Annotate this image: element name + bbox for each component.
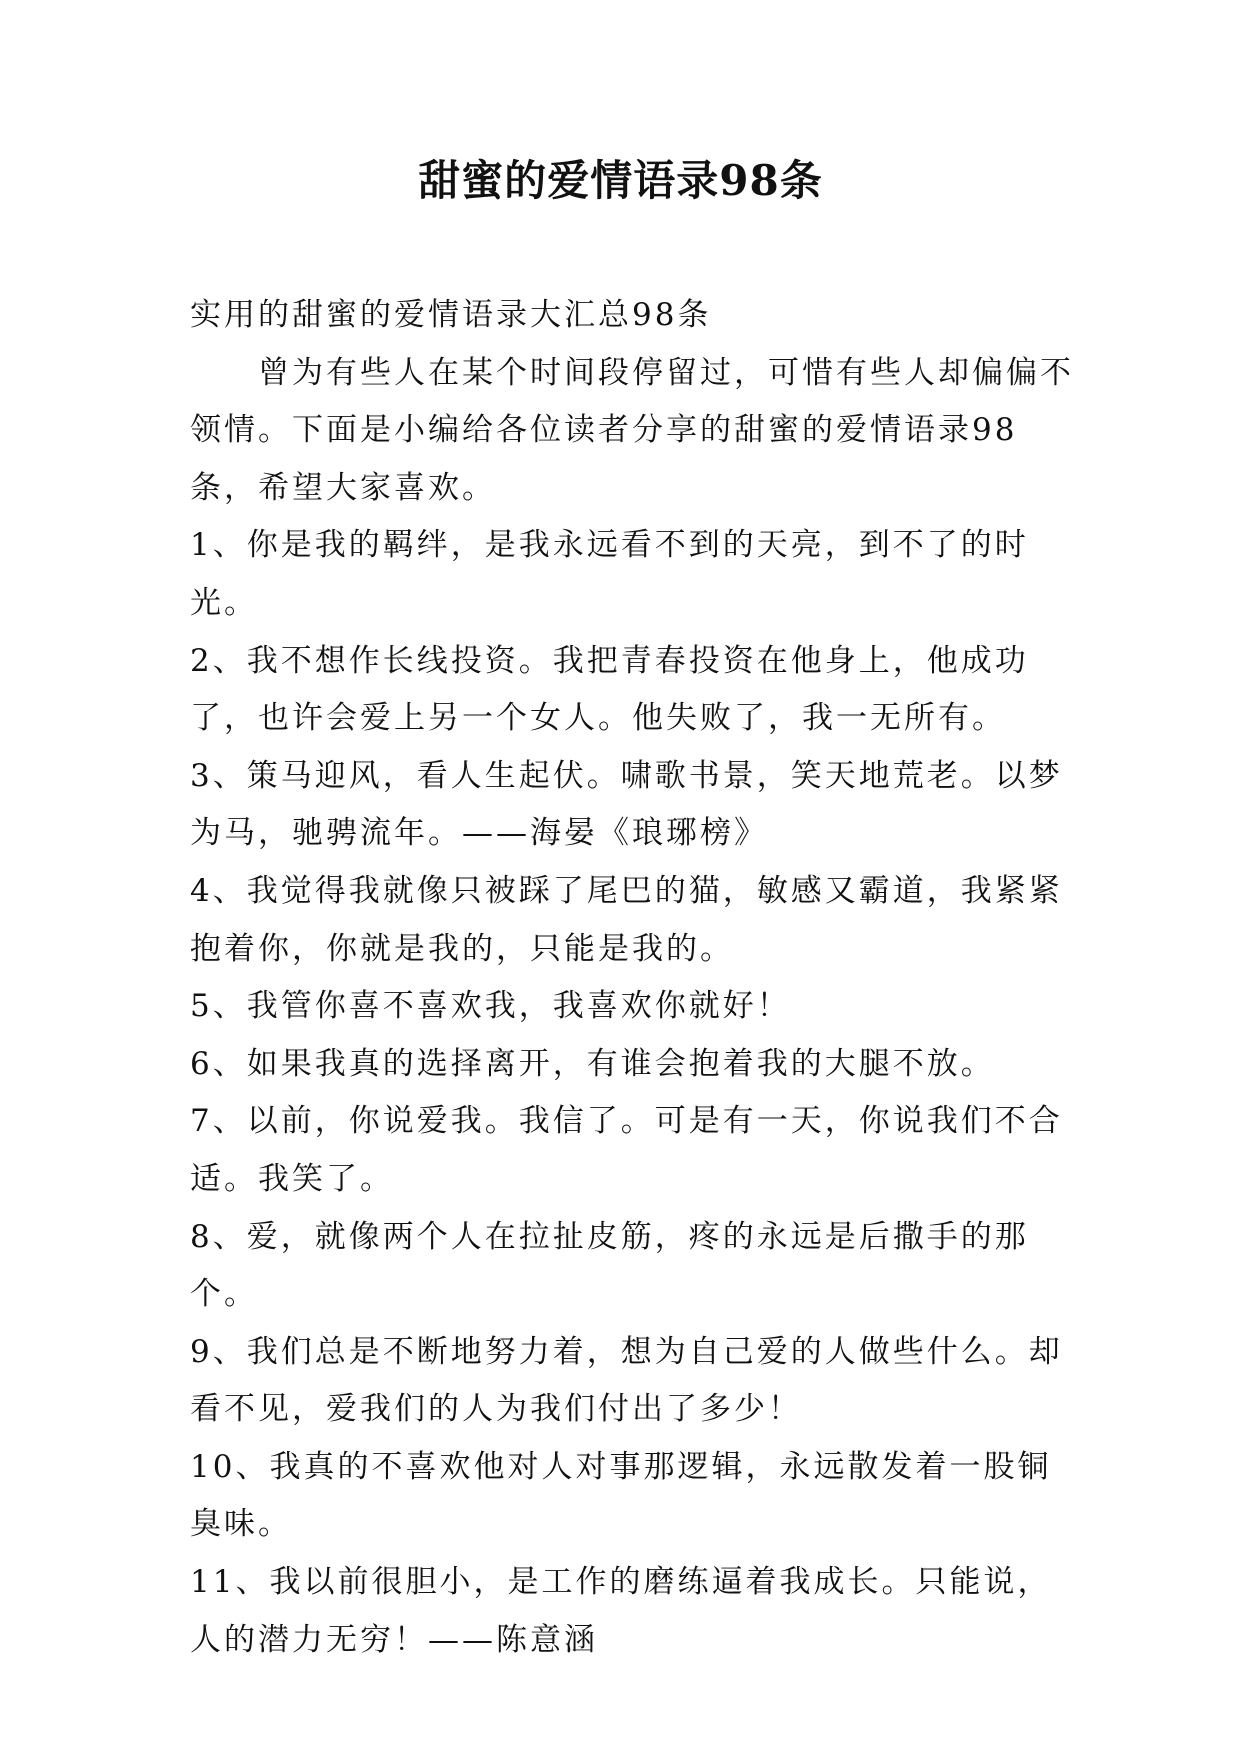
document-body (190, 287, 1080, 1669)
document-subtitle: 实用的甜蜜的爱情语录大汇总98条 (190, 297, 712, 333)
quote-item-11: 11、我以前很胆小，是工作的磨练逼着我成长。只能说，人的潜力无穷！——陈意涵 (190, 1564, 1052, 1658)
document-title: 甜蜜的爱情语录98条 (418, 156, 823, 205)
quote-item-9: 9、我们总是不断地努力着，想为自己爱的人做些什么。却看不见，爱我们的人为我们付出了多少！ (190, 1333, 1063, 1428)
quote-item-7: 7、以前，你说爱我。我信了。可是有一天，你说我们不合适。我笑了。 (190, 1103, 1063, 1197)
quote-item-2: 2、我不想作长线投资。我把青春投资在他身上，他成功了，也许会爱上另一个女人。他失败了，我一无所有。 (190, 642, 1029, 737)
intro-paragraph: 曾为有些人在某个时间段停留过，可惜有些人却偏偏不领情。下面是小编给各位读者分享的甜蜜的爱情语录98条，希望大家喜欢。 (190, 354, 1074, 506)
quote-item-3: 3、策马迎风，看人生起伏。啸歌书景，笑天地荒老。以梦为马，驰骋流年。——海晏《琅琊榜》 (190, 757, 1063, 852)
quote-item-5: 5、我管你喜不喜欢我，我喜欢你就好！ (190, 988, 791, 1025)
quote-item-8: 8、爱，就像两个人在拉扯皮筋，疼的永远是后撒手的那个。 (190, 1218, 1029, 1313)
quote-item-1: 1、你是我的羁绊，是我永远看不到的天亮，到不了的时光。 (190, 527, 1029, 621)
quote-item-10: 10、我真的不喜欢他对人对事那逻辑，永远散发着一股铜臭味。 (190, 1448, 1052, 1543)
quote-item-6: 6、如果我真的选择离开，有谁会抱着我的大腿不放。 (190, 1045, 995, 1082)
quote-item-4: 4、我觉得我就像只被踩了尾巴的猫，敏感又霸道，我紧紧抱着你，你就是我的，只能是我的。 (190, 872, 1063, 967)
